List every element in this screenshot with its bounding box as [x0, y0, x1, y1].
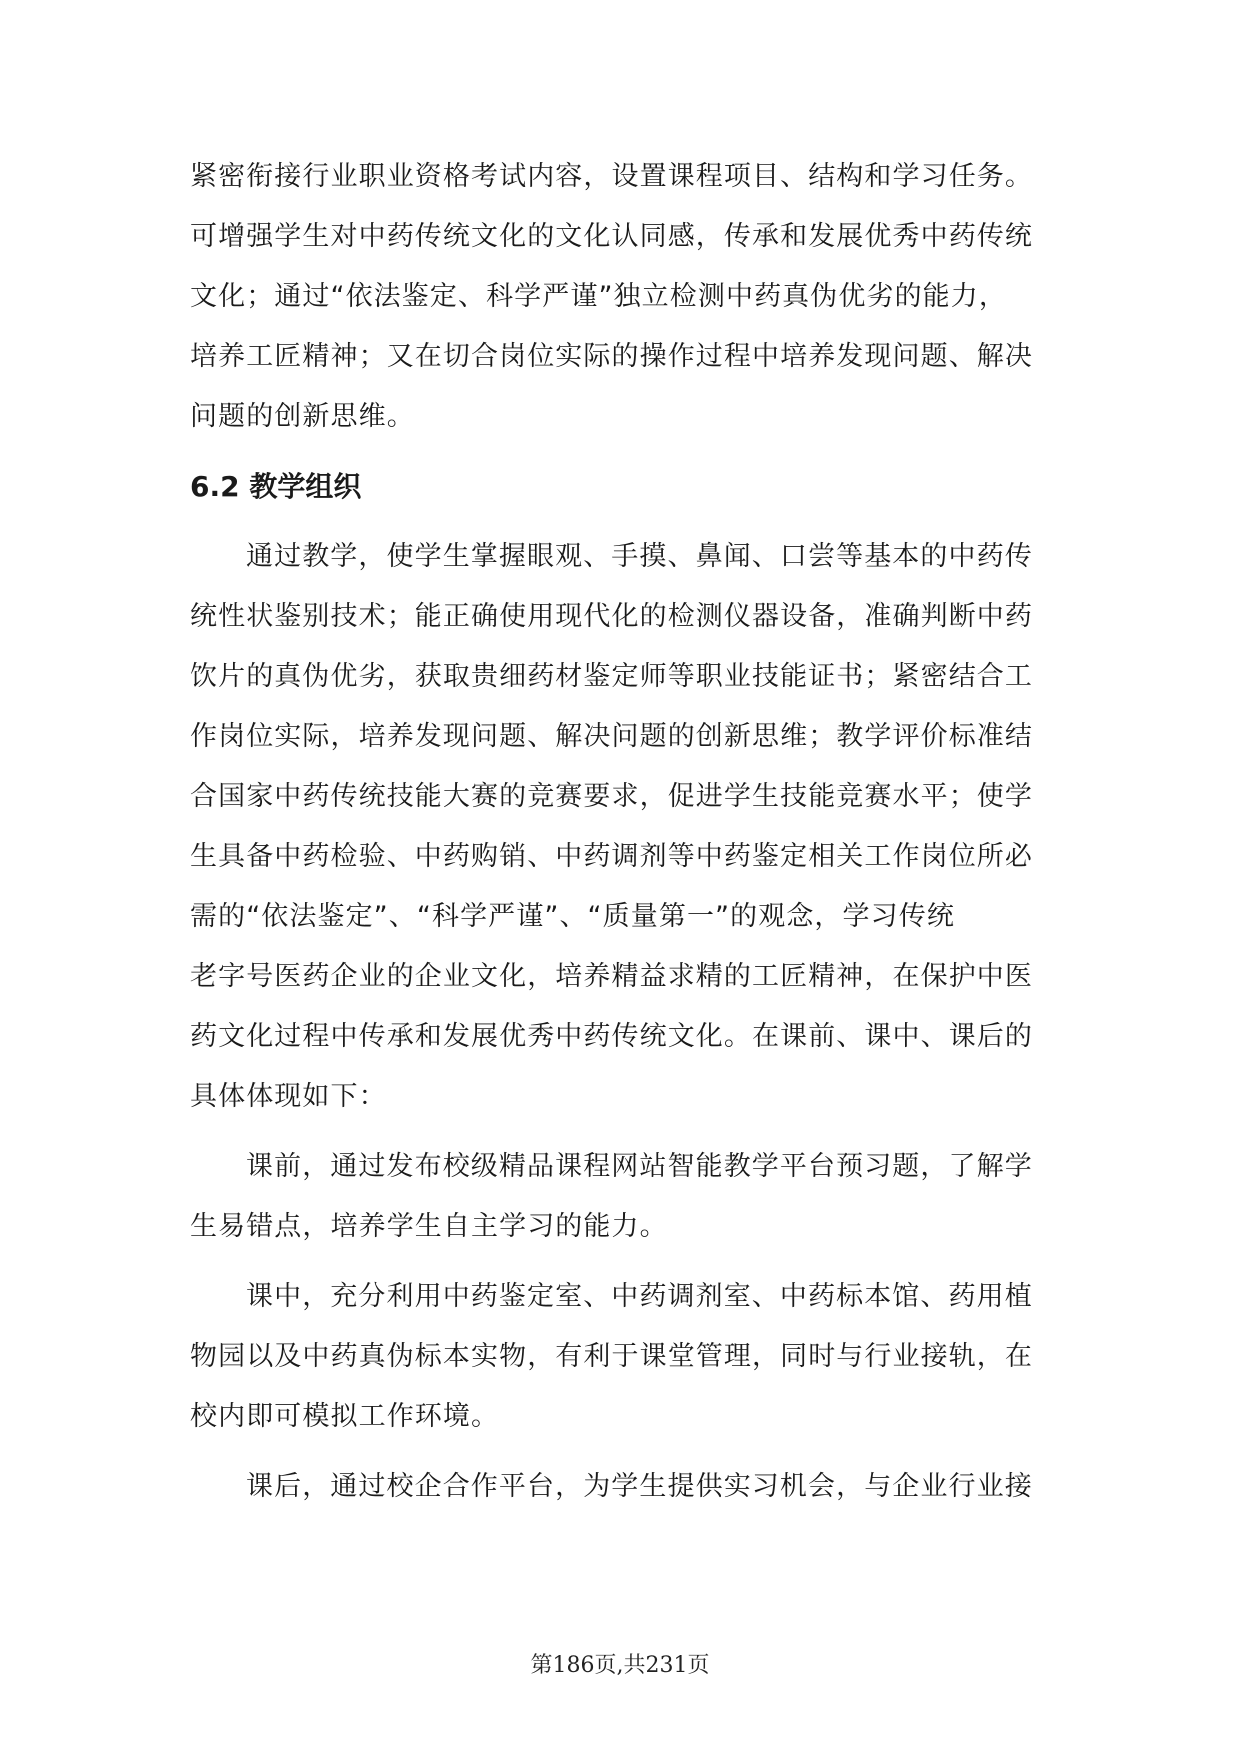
text-line: 课中，充分利用中药鉴定室、中药调剂室、中药标本馆、药用植	[246, 1281, 1033, 1312]
text-line: 紧密衔接行业职业资格考试内容，设置课程项目、结构和学习任务。	[190, 161, 1033, 192]
text-line: 问题的创新思维。	[190, 401, 415, 432]
page-number: 第186页,共231页	[530, 1653, 710, 1678]
text-line: 物园以及中药真伪标本实物，有利于课堂管理，同时与行业接轨，在	[190, 1341, 1033, 1372]
text-line: 校内即可模拟工作环境。	[190, 1401, 500, 1432]
document-body	[190, 147, 1050, 1517]
section-heading: 6.2 教学组织	[190, 470, 362, 503]
text-line: 统性状鉴别技术；能正确使用现代化的检测仪器设备，准确判断中药	[190, 601, 1033, 632]
text-line: 合国家中药传统技能大赛的竞赛要求，促进学生技能竞赛水平；使学	[190, 781, 1033, 812]
text-line: 培养工匠精神；又在切合岗位实际的操作过程中培养发现问题、解决	[190, 341, 1033, 372]
paragraph-after-class	[190, 1457, 1050, 1517]
text-line: 课后，通过校企合作平台，为学生提供实习机会，与企业行业接	[246, 1471, 1033, 1502]
text-line: 需的“依法鉴定”、“科学严谨”、“质量第一”的观念，学习传统	[190, 901, 955, 932]
text-line: 饮片的真伪优劣，获取贵细药材鉴定师等职业技能证书；紧密结合工	[190, 661, 1033, 692]
text-line: 老字号医药企业的企业文化，培养精益求精的工匠精神，在保护中医	[190, 961, 1033, 992]
paragraph-during-class	[190, 1267, 1050, 1447]
text-line: 药文化过程中传承和发展优秀中药传统文化。在课前、课中、课后的	[190, 1021, 1033, 1052]
text-line: 具体体现如下：	[190, 1081, 387, 1112]
text-line: 可增强学生对中药传统文化的文化认同感，传承和发展优秀中药传统	[190, 221, 1033, 252]
text-line: 文化；通过“依法鉴定、科学严谨”独立检测中药真伪优劣的能力，	[190, 281, 1007, 312]
text-line: 作岗位实际，培养发现问题、解决问题的创新思维；教学评价标准结	[190, 721, 1033, 752]
text-line: 生易错点，培养学生自主学习的能力。	[190, 1211, 668, 1242]
paragraph-before-class	[190, 1137, 1050, 1257]
text-line: 生具备中药检验、中药购销、中药调剂等中药鉴定相关工作岗位所必	[190, 841, 1033, 872]
paragraph-teaching-organization	[190, 527, 1050, 1127]
paragraph-intro	[190, 147, 1050, 447]
text-line: 课前，通过发布校级精品课程网站智能教学平台预习题，了解学	[246, 1151, 1033, 1182]
text-line: 通过教学，使学生掌握眼观、手摸、鼻闻、口尝等基本的中药传	[246, 541, 1033, 572]
